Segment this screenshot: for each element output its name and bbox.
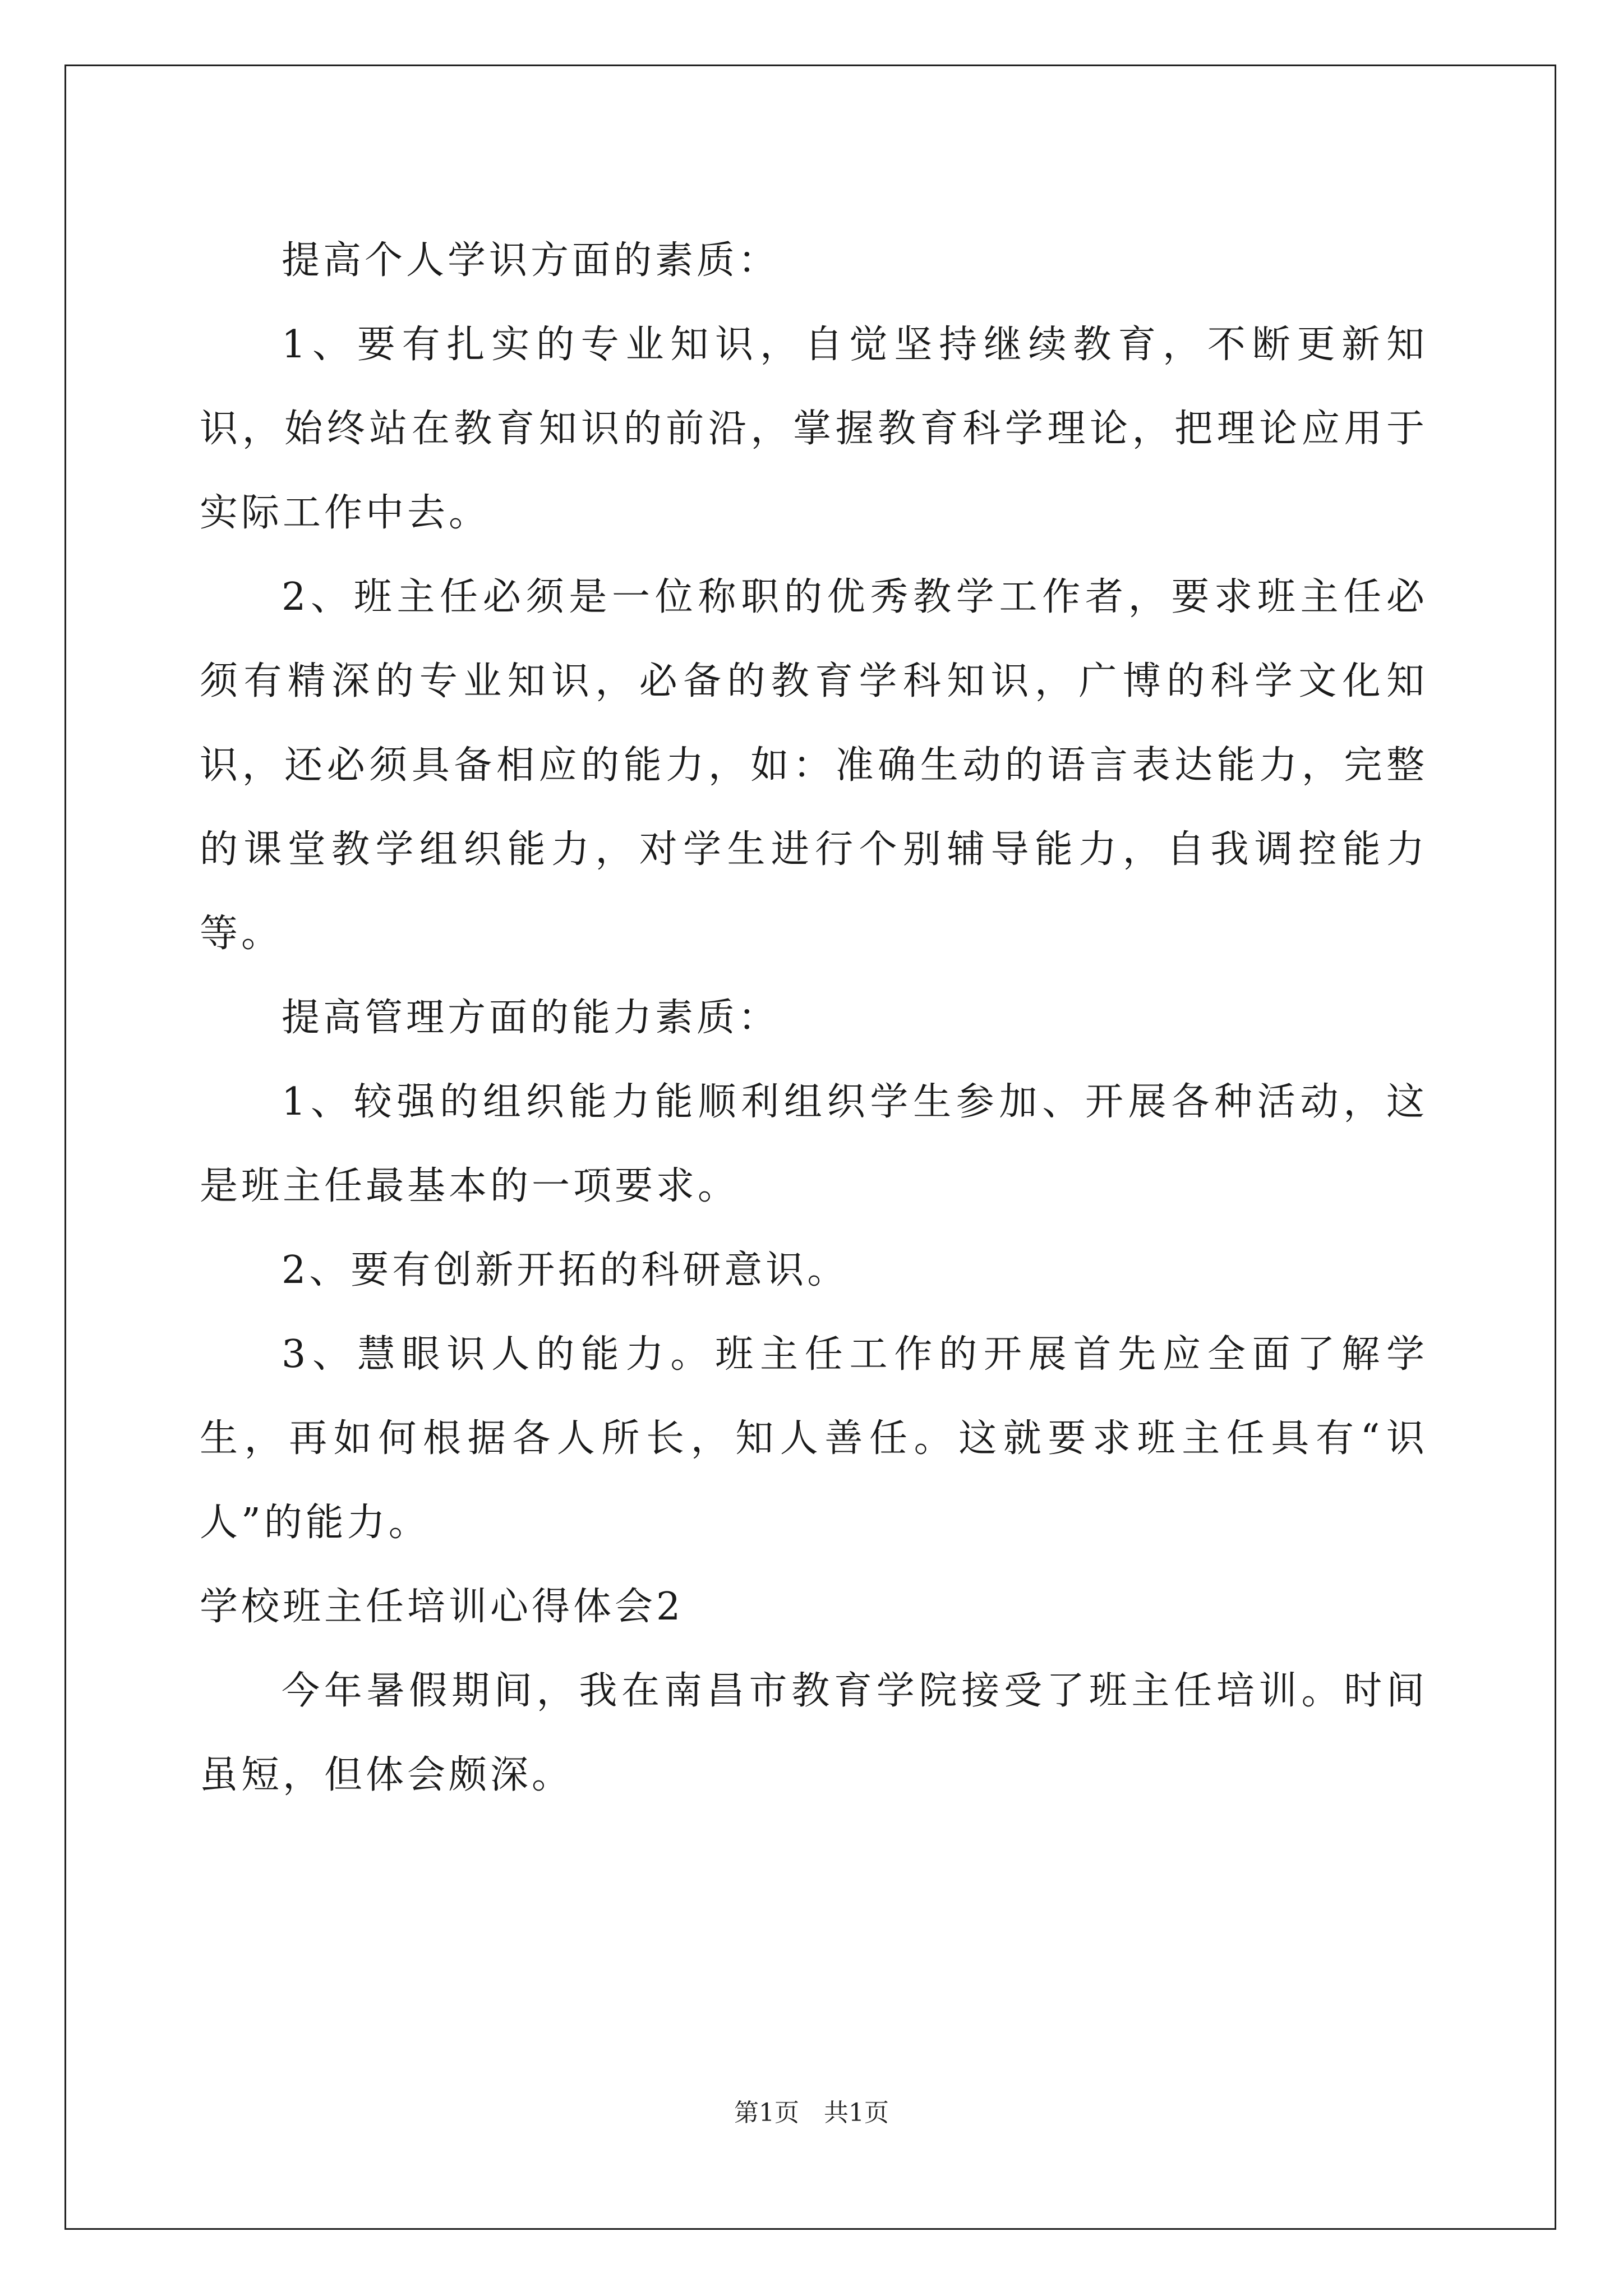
paragraph: 今年暑假期间，我在南昌市教育学院接受了班主任培训。时间虽短，但体会颇深。: [200, 1669, 1428, 1797]
paragraph: 提高管理方面的能力素质：: [282, 996, 780, 1040]
paragraph: 2、要有创新开拓的科研意识。: [282, 1248, 849, 1292]
document-body: [200, 219, 1428, 1818]
paragraph: 1、较强的组织能力能顺利组织学生参加、开展各种活动，这是班主任最基本的一项要求。: [200, 1080, 1428, 1208]
paragraph: 提高个人学识方面的素质：: [282, 238, 780, 283]
paragraph: 2、班主任必须是一位称职的优秀教学工作者，要求班主任必须有精深的专业知识，必备的教育学科知识，广博的科学文化知识，还必须具备相应的能力，如：准确生动的语言表达能力，完整的课堂教学组织能力，对学生进行个别辅导能力，自我调控能力等。: [200, 575, 1428, 956]
paragraph: 3、慧眼识人的能力。班主任工作的开展首先应全面了解学生，再如何根据各人所长，知人善任。这就要求班主任具有“识人”的能力。: [200, 1332, 1428, 1545]
section-heading: 学校班主任培训心得体会2: [200, 1585, 684, 1629]
page-number-footer: 第1页 共1页: [734, 2099, 889, 2127]
paragraph: 1、要有扎实的专业知识，自觉坚持继续教育，不断更新知识，始终站在教育知识的前沿，掌握教育科学理论，把理论应用于实际工作中去。: [200, 323, 1428, 535]
